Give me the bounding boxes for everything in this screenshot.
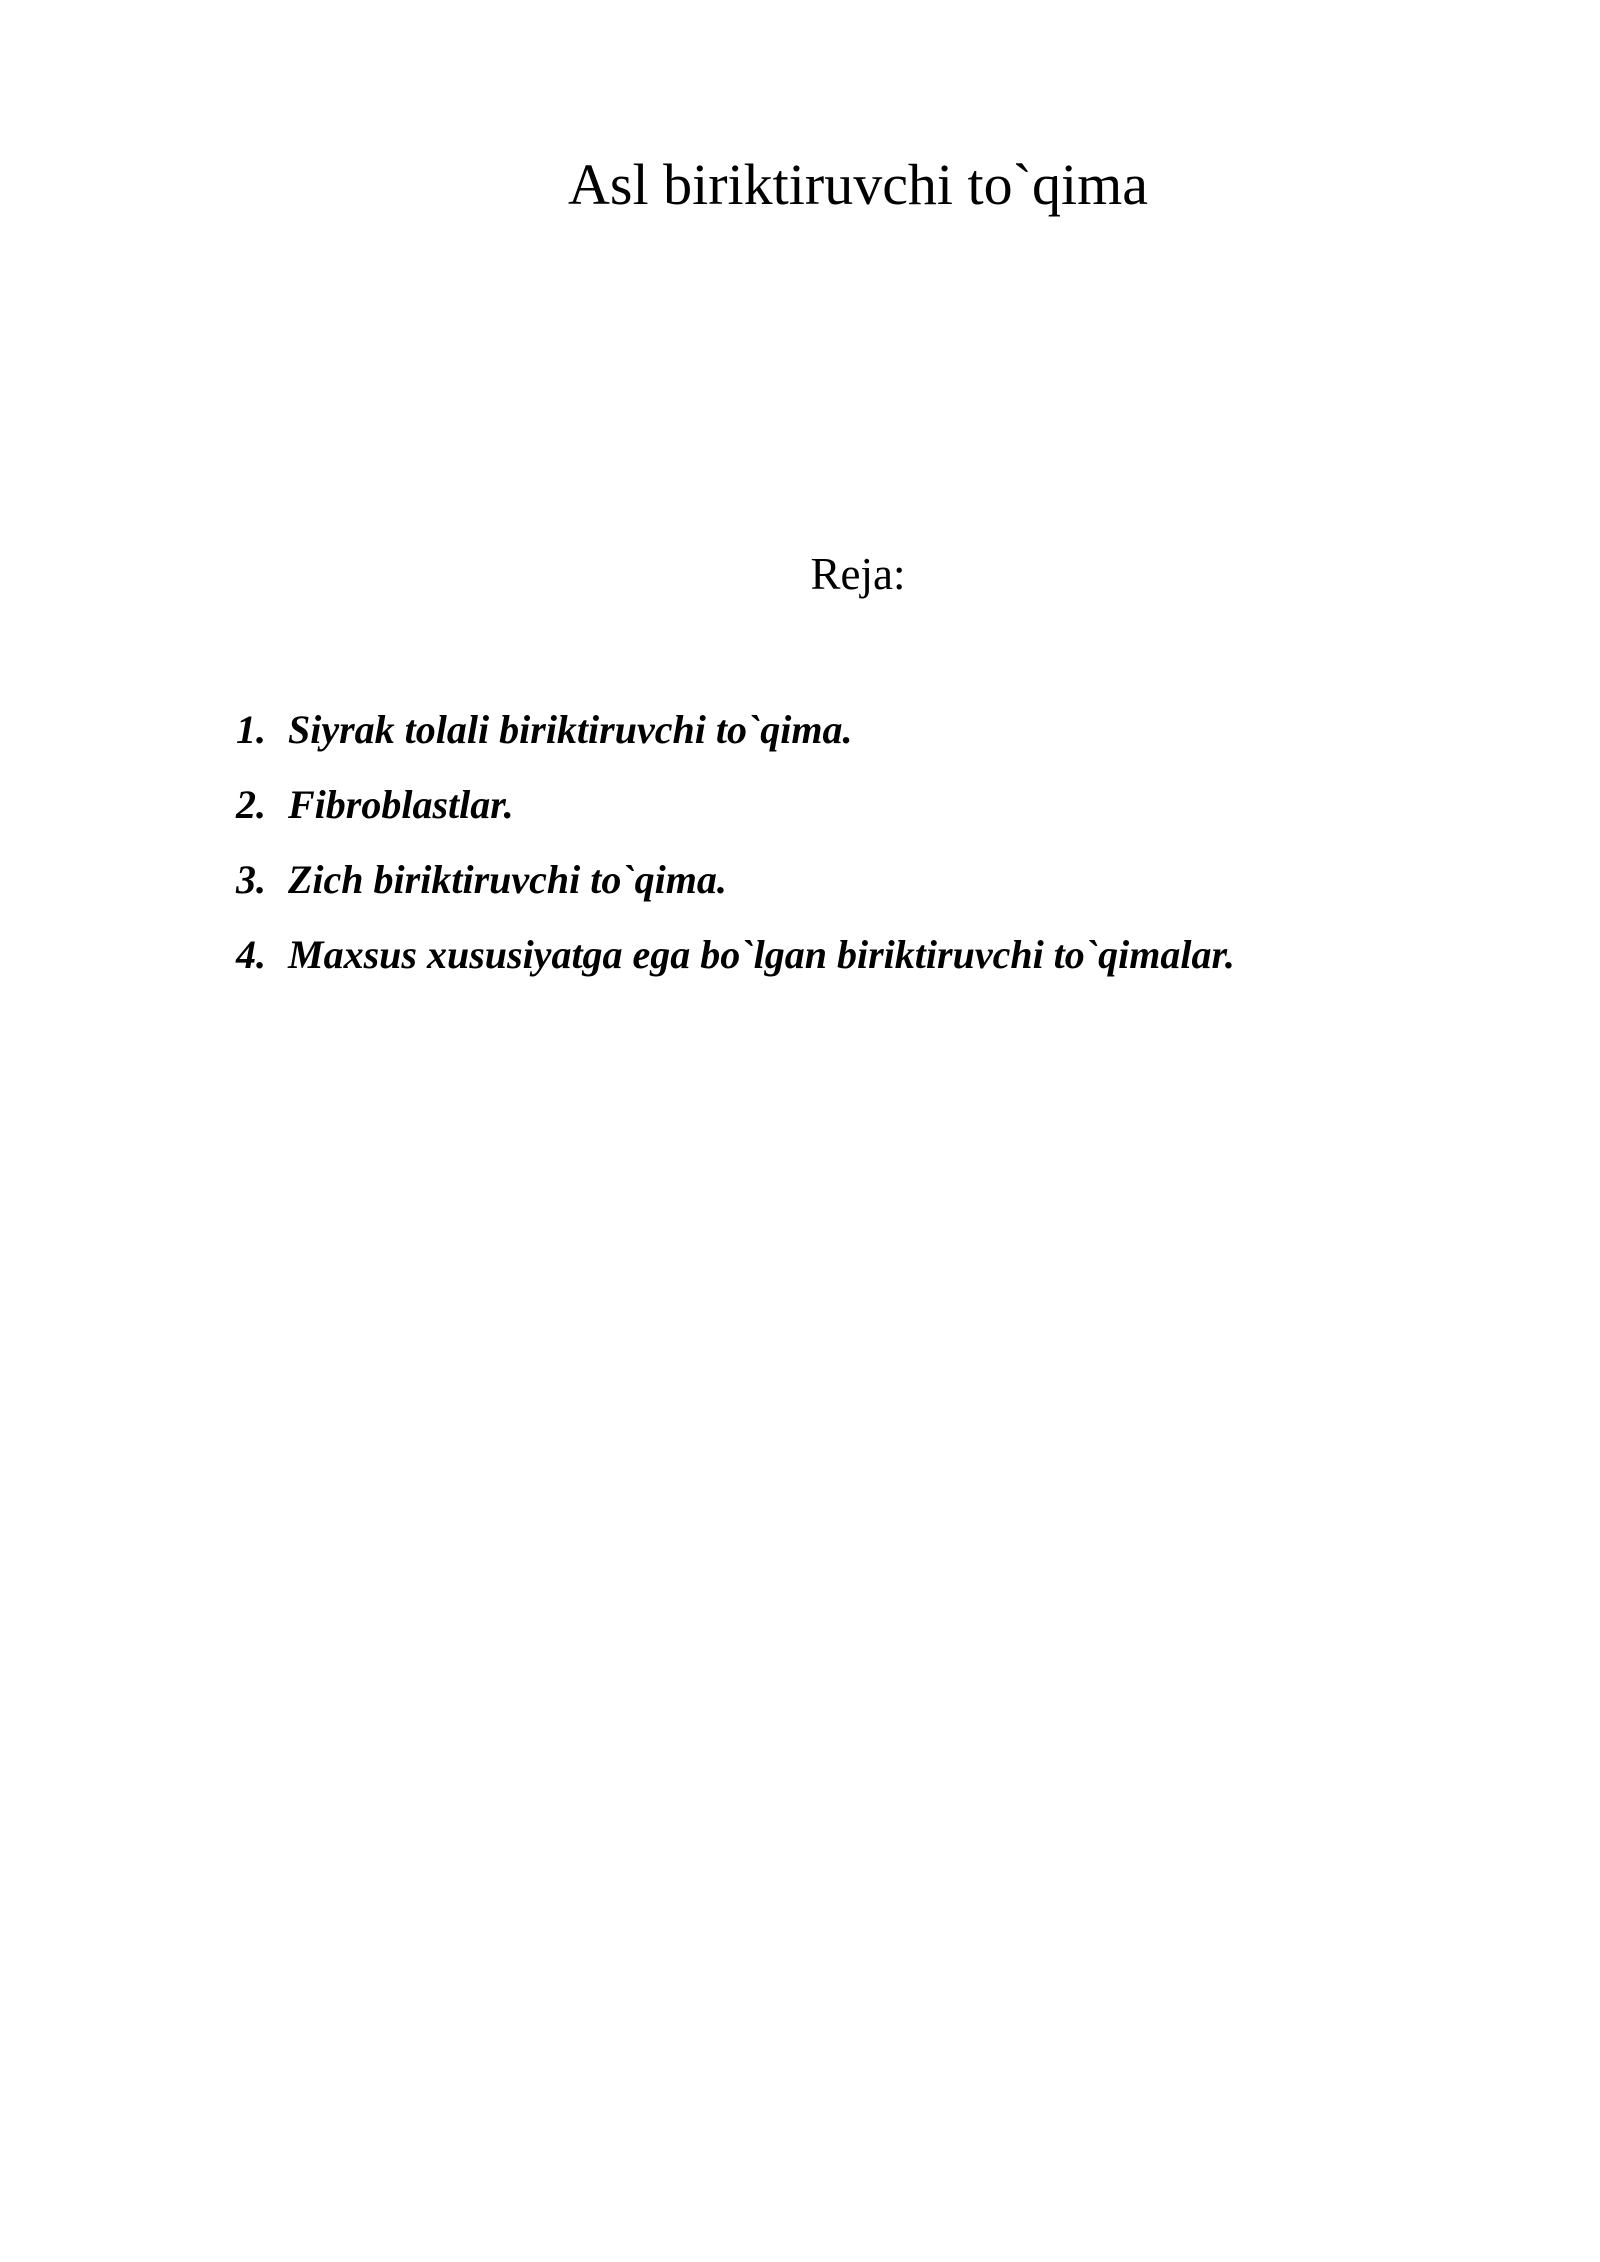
list-item-number: 3. bbox=[236, 857, 266, 902]
list-item bbox=[236, 767, 1235, 842]
list-item bbox=[236, 842, 1235, 917]
document-title: Asl biriktiruvchi to`qima bbox=[568, 152, 1148, 217]
list-item-text: Maxsus xususiyatga ega bo`lgan biriktiruvchi to`qimalar. bbox=[288, 932, 1235, 977]
list-item bbox=[236, 917, 1235, 992]
list-item-number: 4. bbox=[236, 932, 266, 977]
list-item bbox=[236, 692, 1235, 767]
list-item-text: Zich biriktiruvchi to`qima. bbox=[288, 857, 727, 902]
plan-heading: Reja: bbox=[810, 549, 906, 599]
list-item-number: 1. bbox=[236, 707, 266, 752]
list-item-number: 2. bbox=[236, 782, 266, 827]
plan-list bbox=[236, 692, 1235, 992]
list-item-text: Fibroblastlar. bbox=[288, 782, 514, 827]
list-item-text: Siyrak tolali biriktiruvchi to`qima. bbox=[288, 707, 853, 752]
